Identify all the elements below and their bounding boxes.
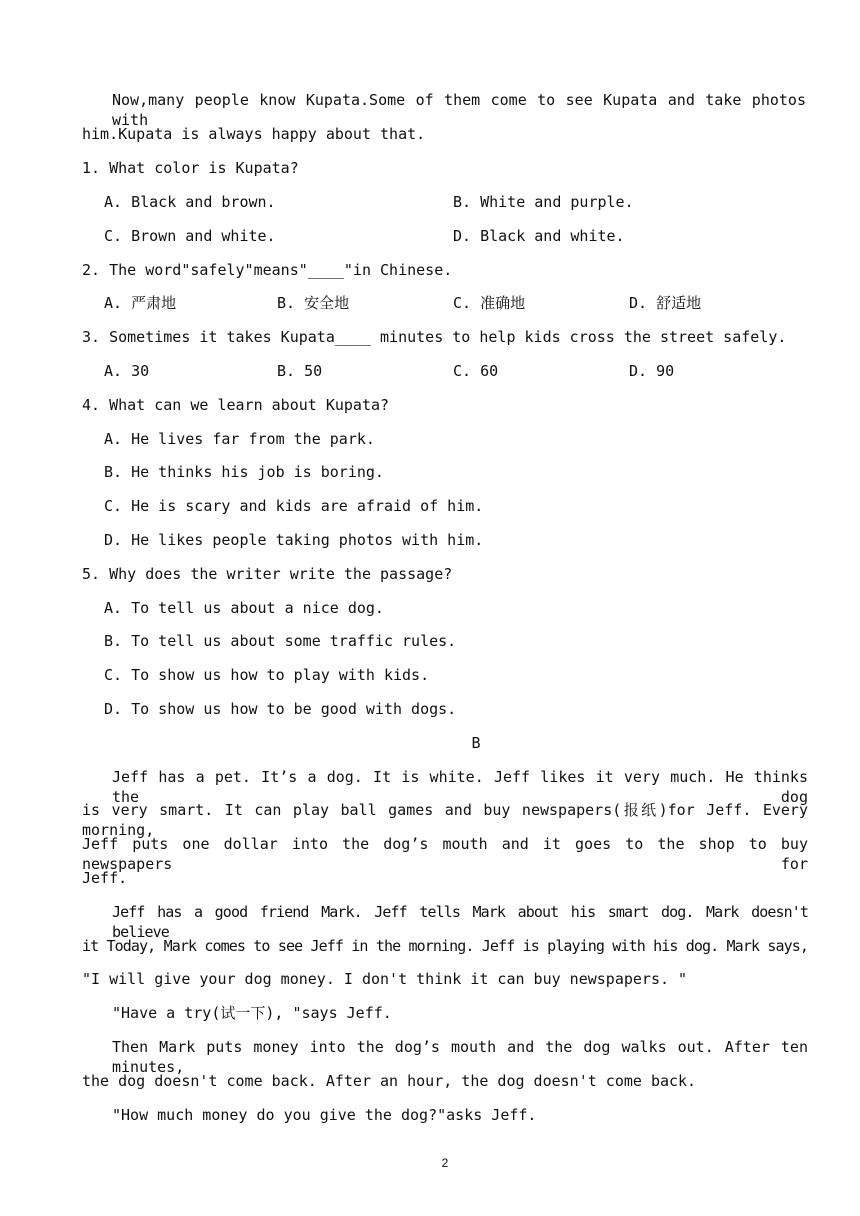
section-b-line-7: "I will give your dog money. I don't think it can buy newspapers. " [82,970,688,988]
section-b-line-6: it Today, Mark comes to see Jeff in the morning. Jeff is playing with his dog. Mark says, [82,937,808,955]
question-1-option-a: A. Black and brown. [104,193,276,211]
question-2-stem: 2. The word"safely"means"____"in Chinese. [82,261,453,279]
question-2-option-a: A. 严肃地 [104,294,177,312]
section-b-line-8: "Have a try(试一下), "says Jeff. [112,1004,392,1022]
question-4-stem: 4. What can we learn about Kupata? [82,396,390,414]
question-5-option-a: A. To tell us about a nice dog. [104,599,384,617]
question-1-option-c: C. Brown and white. [104,227,276,245]
question-3-option-b: B. 50 [277,362,323,380]
question-4-option-c: C. He is scary and kids are afraid of him. [104,497,484,515]
question-3-stem: 3. Sometimes it takes Kupata____ minutes to help kids cross the street safely. [82,328,787,346]
section-b-line-9: Then Mark puts money into the dog’s mouth and the dog walks out. After ten minutes, [112,1038,808,1076]
question-5-option-c: C. To show us how to play with kids. [104,666,430,684]
section-b-line-11: "How much money do you give the dog?"asks Jeff. [112,1106,537,1124]
question-3-option-d: D. 90 [629,362,675,380]
section-b-line-2: is very smart. It can play ball games and buy newspapers(报纸)for Jeff. Every morning, [82,801,808,839]
question-4-option-d: D. He likes people taking photos with him. [104,531,484,549]
question-5-stem: 5. Why does the writer write the passage? [82,565,453,583]
question-1-option-b: B. White and purple. [453,193,634,211]
question-5-option-b: B. To tell us about some traffic rules. [104,632,457,650]
section-b-line-4: Jeff. [82,869,128,887]
question-4-option-a: A. He lives far from the park. [104,430,375,448]
section-b-heading: B [471,734,481,752]
section-b-line-1: Jeff has a pet. It’s a dog. It is white. Jeff likes it very much. He thinks the dog [112,768,808,806]
question-4-option-b: B. He thinks his job is boring. [104,463,384,481]
passage-a-line-2: him.Kupata is always happy about that. [82,125,426,143]
question-2-option-b: B. 安全地 [277,294,350,312]
page-number: 2 [441,1156,449,1170]
section-b-line-5: Jeff has a good friend Mark. Jeff tells Mark about his smart dog. Mark doesn't believe [112,903,808,941]
section-b-line-10: the dog doesn't come back. After an hour, the dog doesn't come back. [82,1072,697,1090]
question-1-option-d: D. Black and white. [453,227,625,245]
question-3-option-a: A. 30 [104,362,150,380]
question-2-option-c: C. 准确地 [453,294,526,312]
question-1-stem: 1. What color is Kupata? [82,159,299,177]
question-2-option-d: D. 舒适地 [629,294,702,312]
question-3-option-c: C. 60 [453,362,499,380]
section-b-line-3: Jeff puts one dollar into the dog’s mouth and it goes to the shop to buy newspapers for [82,835,808,873]
question-5-option-d: D. To show us how to be good with dogs. [104,700,457,718]
passage-a-line-1: Now,many people know Kupata.Some of them come to see Kupata and take photos with [112,91,806,129]
